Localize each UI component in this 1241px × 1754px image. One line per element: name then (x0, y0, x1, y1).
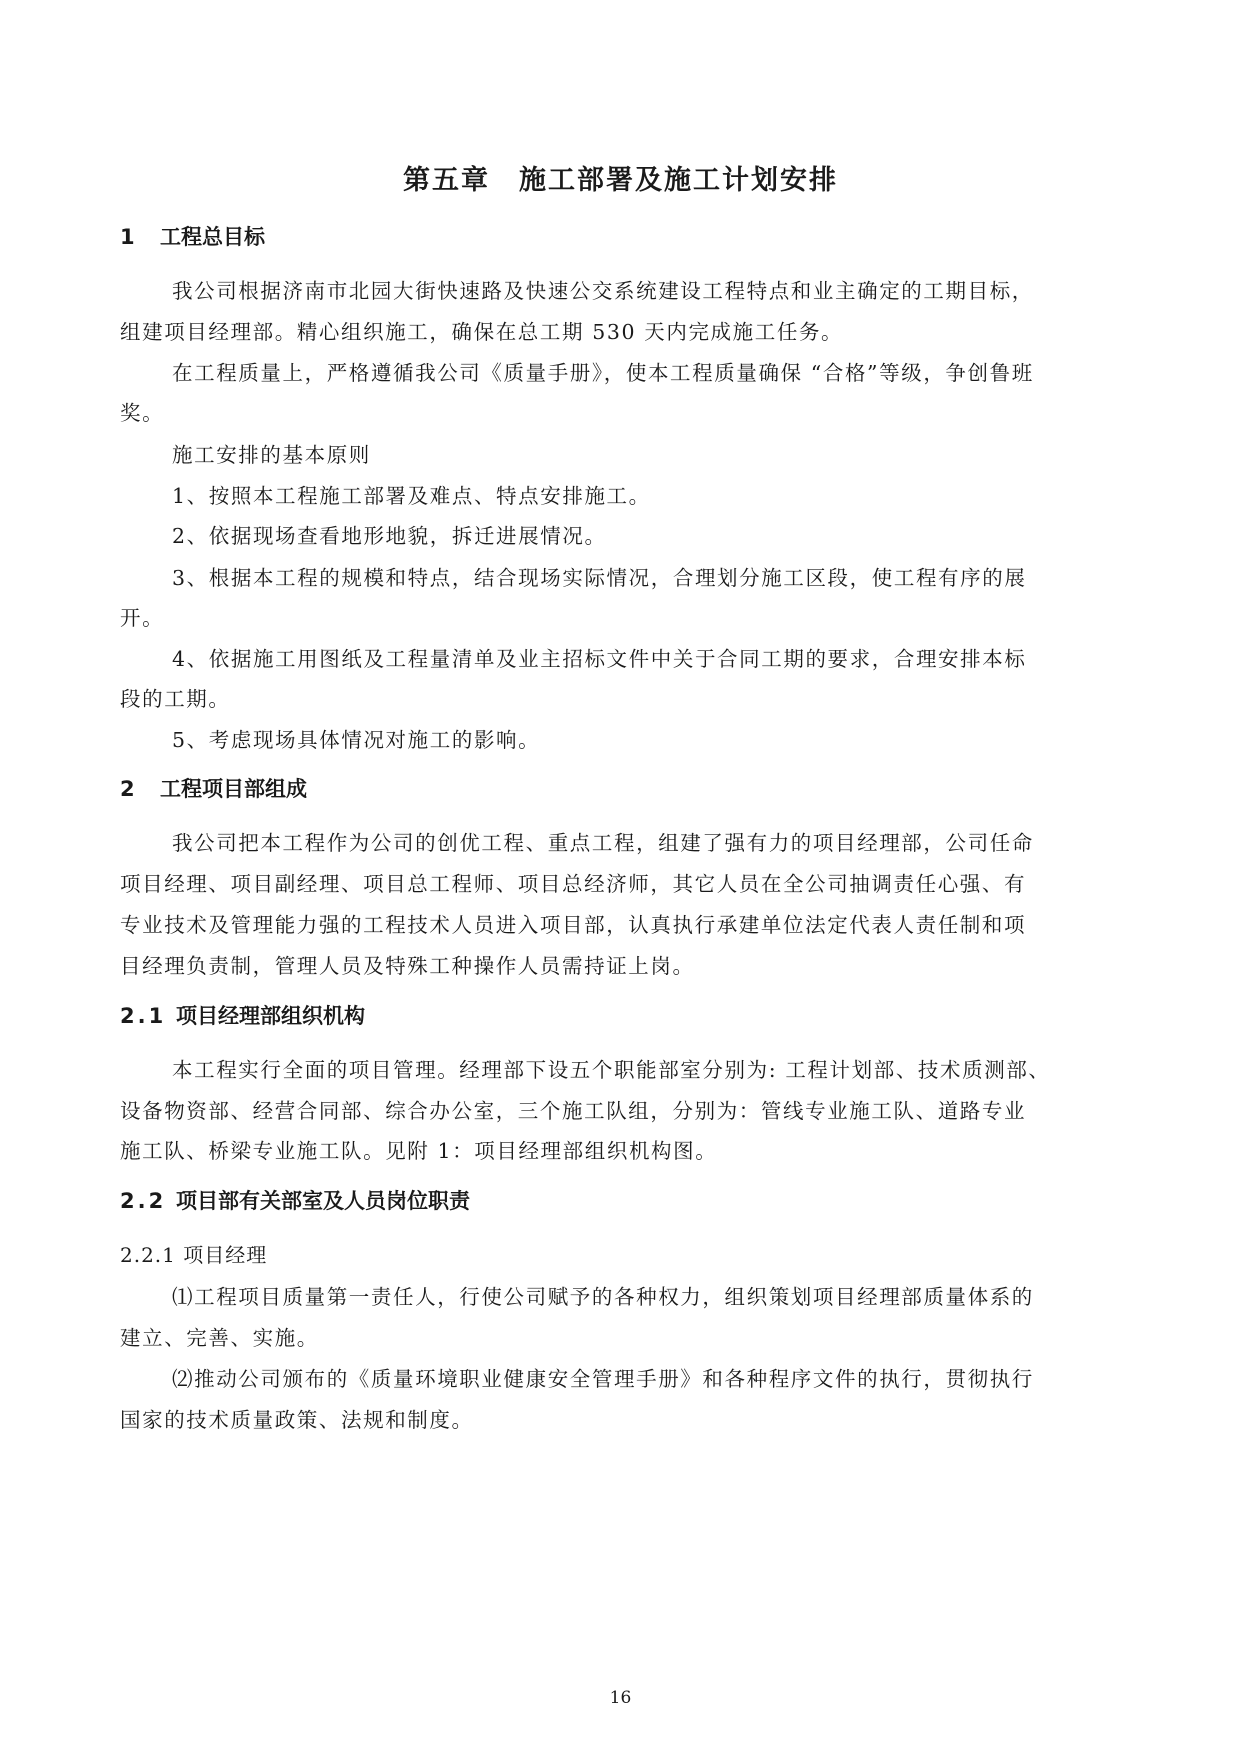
list-item: 3、根据本工程的规模和特点，结合现场实际情况，合理划分施工区段，使工程有序的展 (172, 566, 1027, 590)
paragraph-line: 在工程质量上，严格遵循我公司《质量手册》，使本工程质量确保 “合格”等级，争创鲁班 (172, 361, 1034, 385)
paragraph-line: 我公司把本工程作为公司的创优工程、重点工程，组建了强有力的项目经理部，公司任命 (172, 831, 1034, 855)
section-title: 工程总目标 (160, 225, 265, 249)
section-1-heading (120, 221, 265, 251)
paragraph-line: 设备物资部、经营合同部、综合办公室，三个施工队组，分别为：管线专业施工队、道路专业 (120, 1099, 1027, 1123)
list-item: 1、按照本工程施工部署及难点、特点安排施工。 (172, 484, 651, 508)
paragraph-line: 组建项目经理部。精心组织施工，确保在总工期 530 天内完成施工任务。 (120, 320, 844, 344)
paragraph-line: 建立、完善、实施。 (120, 1326, 319, 1350)
list-item: 2、依据现场查看地形地貌，拆迁进展情况。 (172, 524, 607, 548)
list-item: 5、考虑现场具体情况对施工的影响。 (172, 728, 541, 752)
list-item: 开。 (120, 606, 165, 630)
paragraph-line: 奖。 (120, 401, 165, 425)
paragraph-line: 本工程实行全面的项目管理。经理部下设五个职能部室分别为: 工程计划部、技术质测部、 (172, 1058, 1051, 1082)
paragraph-line: 施工安排的基本原则 (172, 443, 371, 467)
paragraph-line: ⑴工程项目质量第一责任人，行使公司赋予的各种权力，组织策划项目经理部质量体系的 (172, 1285, 1034, 1309)
section-title: 项目经理部组织机构 (176, 1004, 365, 1028)
subsection-2-2-1-label: 2.2.1 项目经理 (120, 1243, 268, 1267)
paragraph-line: ⑵推动公司颁布的《质量环境职业健康安全管理手册》和各种程序文件的执行，贯彻执行 (172, 1367, 1034, 1391)
chapter-title: 第五章 施工部署及施工计划安排 (403, 165, 838, 196)
paragraph-line: 我公司根据济南市北园大街快速路及快速公交系统建设工程特点和业主确定的工期目标， (172, 279, 1034, 303)
section-2-1-heading (120, 1000, 365, 1030)
section-number: 2.2 (120, 1189, 167, 1213)
paragraph-line: 目经理负责制，管理人员及特殊工种操作人员需持证上岗。 (120, 954, 695, 978)
paragraph-line: 专业技术及管理能力强的工程技术人员进入项目部，认真执行承建单位法定代表人责任制和项 (120, 913, 1027, 937)
section-number: 1 (120, 225, 135, 249)
section-2-heading (120, 773, 307, 803)
section-2-2-heading (120, 1185, 470, 1215)
section-title: 工程项目部组成 (160, 777, 307, 801)
section-number: 2.1 (120, 1004, 167, 1028)
paragraph-line: 施工队、桥梁专业施工队。见附 1：项目经理部组织机构图。 (120, 1139, 718, 1163)
list-item: 段的工期。 (120, 687, 231, 711)
section-number: 2 (120, 777, 135, 801)
page-number: 16 (609, 1688, 632, 1708)
paragraph-line: 项目经理、项目副经理、项目总工程师、项目总经济师，其它人员在全公司抽调责任心强、有 (120, 872, 1027, 896)
paragraph-line: 国家的技术质量政策、法规和制度。 (120, 1408, 474, 1432)
section-title: 项目部有关部室及人员岗位职责 (176, 1189, 470, 1213)
list-item: 4、依据施工用图纸及工程量清单及业主招标文件中关于合同工期的要求，合理安排本标 (172, 647, 1027, 671)
